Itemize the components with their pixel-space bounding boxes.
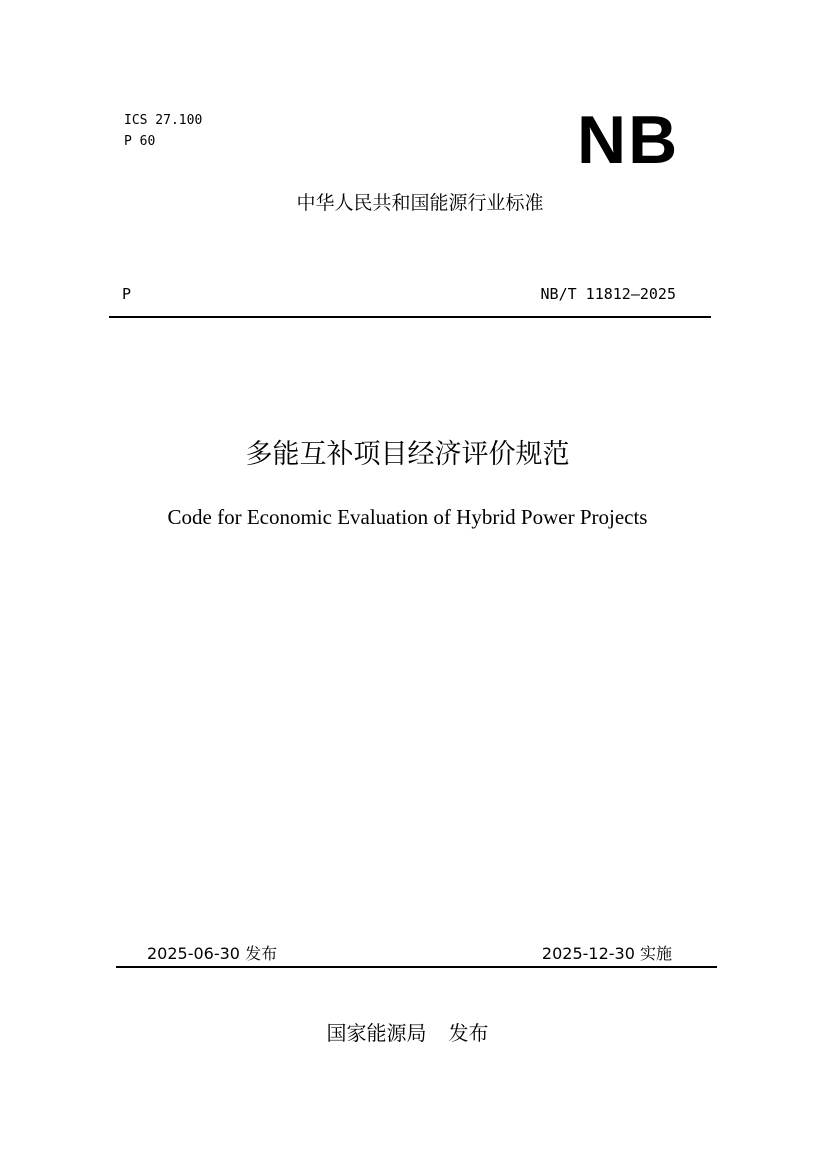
bottom-divider <box>116 966 717 968</box>
standard-number: NB/T 11812—2025 <box>540 285 676 303</box>
top-divider <box>109 316 711 318</box>
issuer-line <box>0 1019 815 1047</box>
issuer-action: 发布 <box>448 1021 489 1045</box>
ccs-code: P 60 <box>124 134 156 149</box>
issuer-name: 国家能源局 <box>326 1021 427 1045</box>
document-title-chinese: 多能互补项目经济评价规范 <box>245 439 570 470</box>
classification-code: P <box>122 285 132 303</box>
issue-date: 2025-06-30 发布 <box>147 944 278 963</box>
standard-type-heading: 中华人民共和国能源行业标准 <box>296 192 544 214</box>
nb-logo: NB <box>577 102 680 178</box>
document-title-english: Code for Economic Evaluation of Hybrid Power Projects <box>167 505 648 529</box>
implementation-date: 2025-12-30 实施 <box>541 944 672 963</box>
ics-code: ICS 27.100 <box>124 113 203 128</box>
